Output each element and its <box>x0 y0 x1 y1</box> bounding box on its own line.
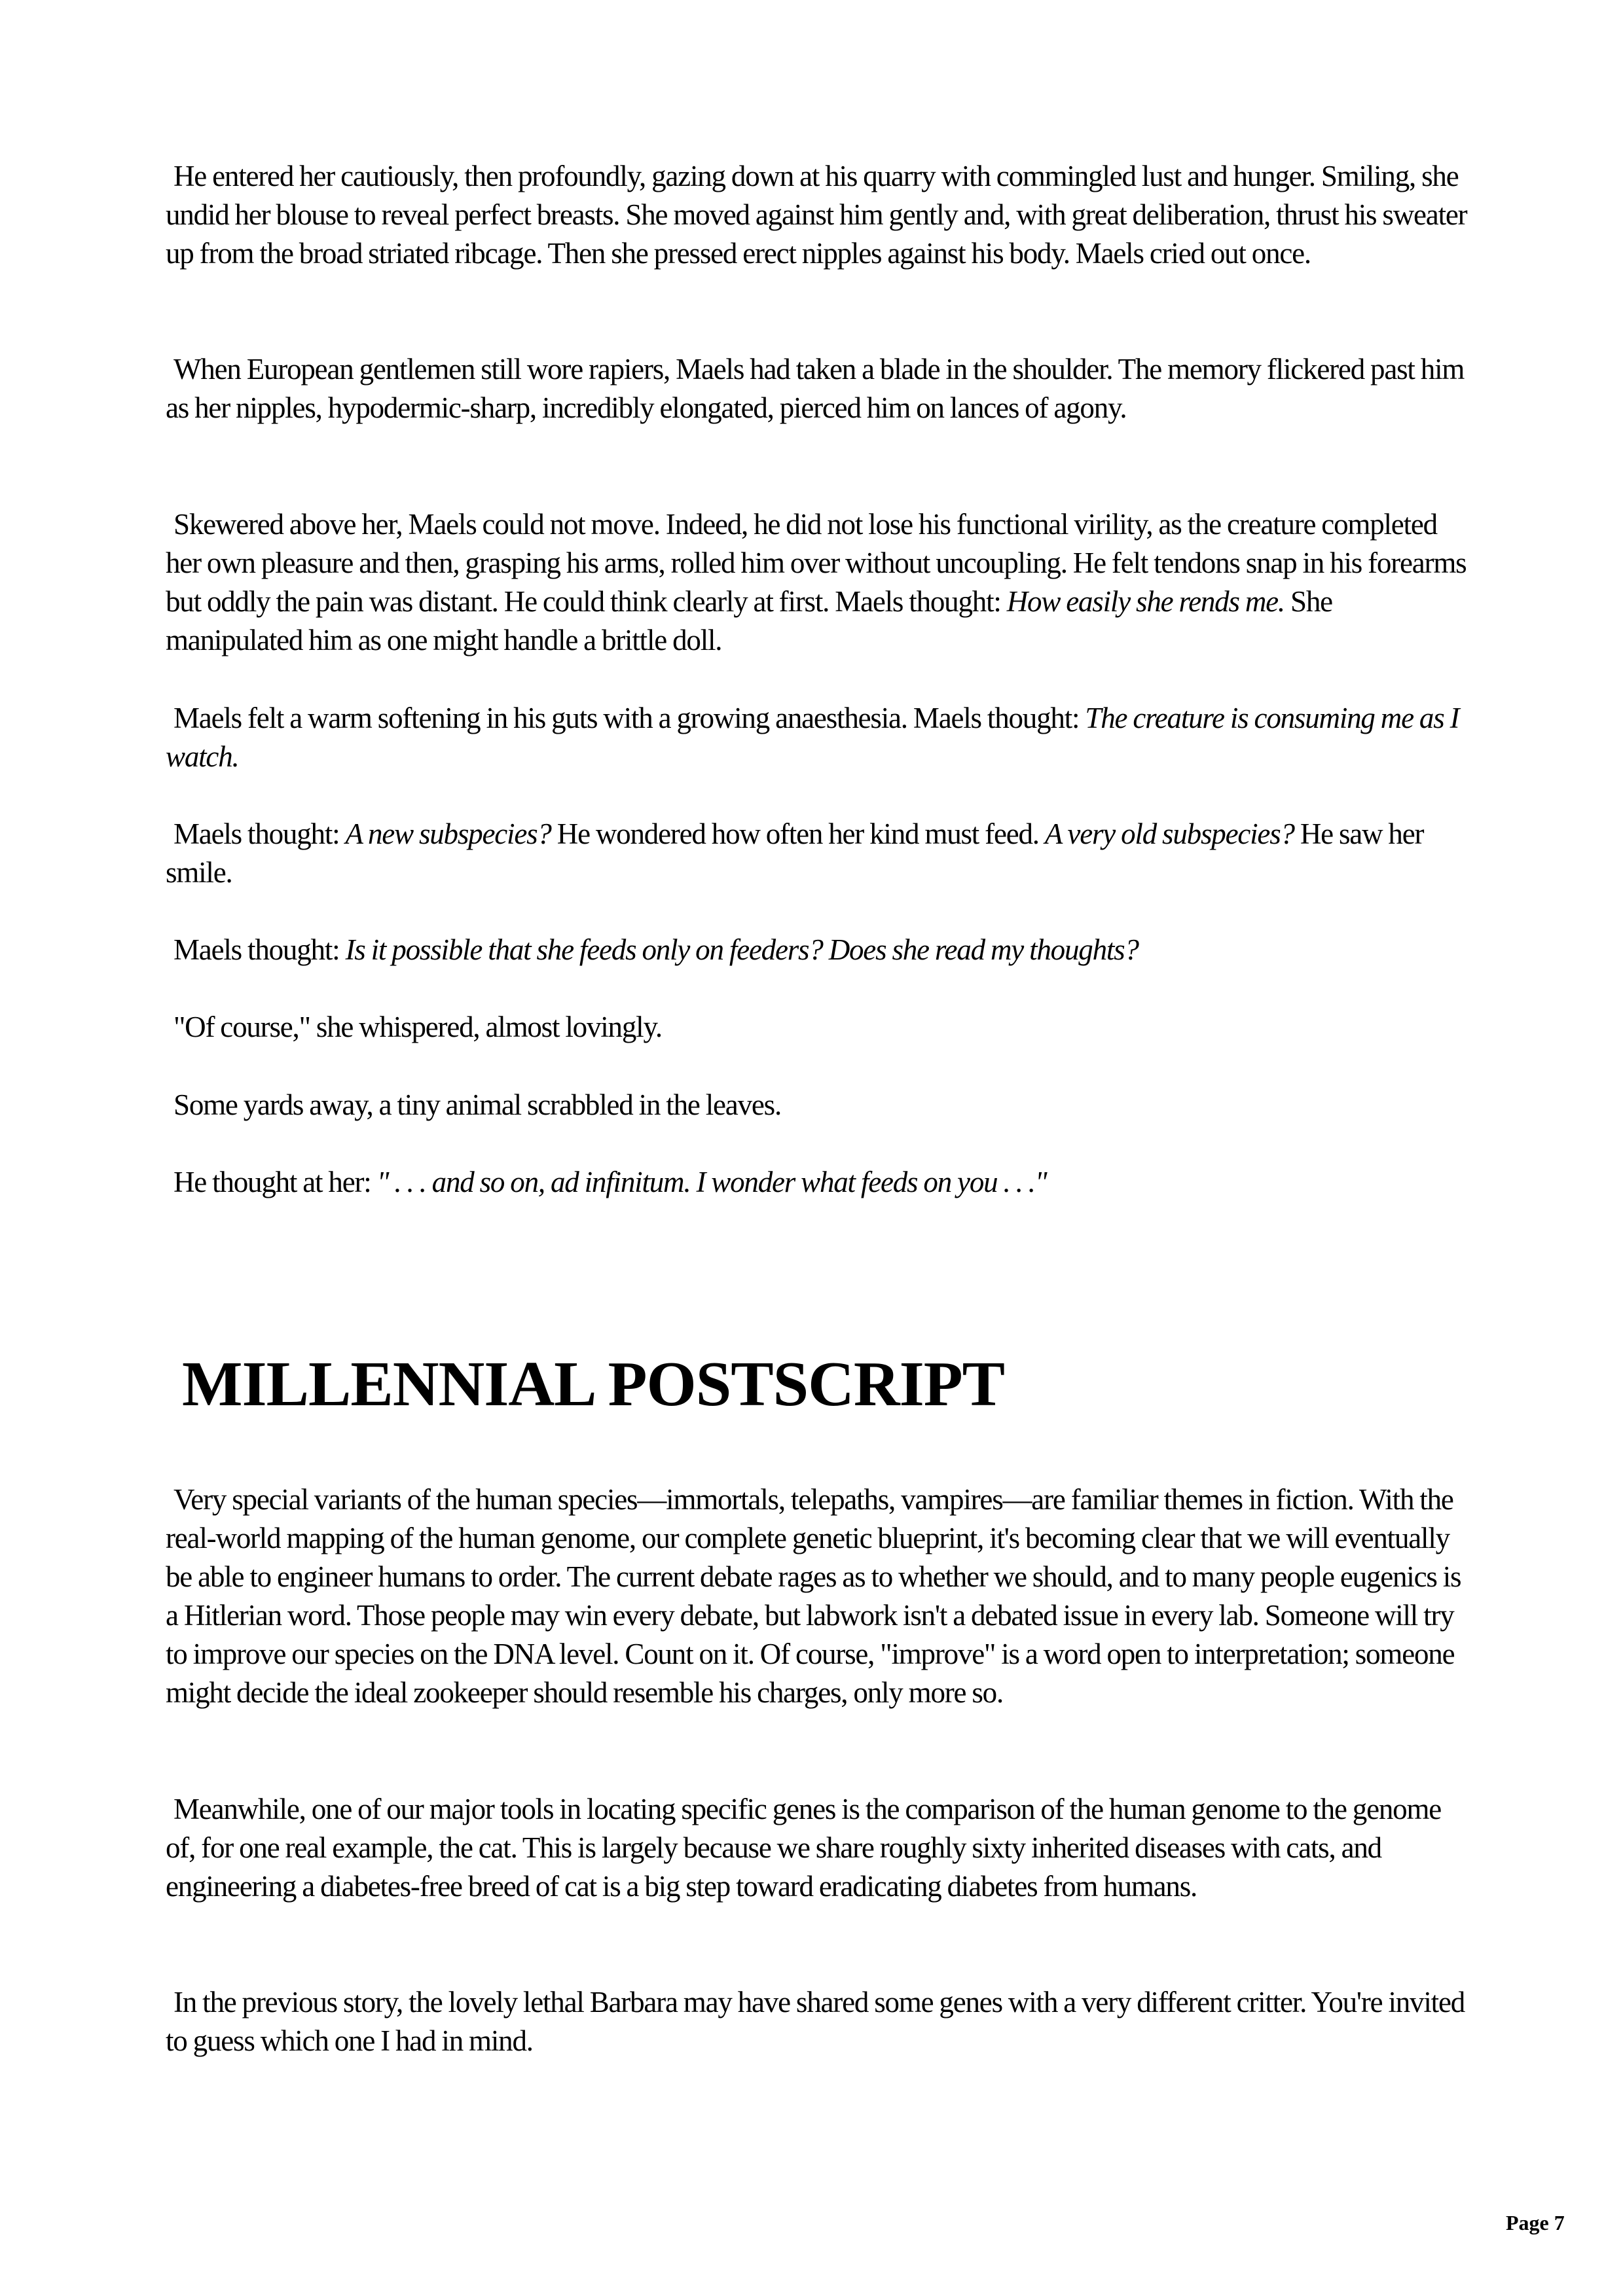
story-p6-text-a: Maels thought: <box>173 933 346 966</box>
page-number: Page 7 <box>1506 2211 1565 2234</box>
story-p3-text-a: Skewered above her, Maels could not move. Indeed, he did not lose his functional virility, as the creature completed her own pleasure and then, grasping his arms, rolled him over without uncoupling. He felt tendons snap in his forearms but oddly the pain was distant. He could think clearly at first. Maels thought: <box>166 508 1467 618</box>
postscript-paragraph-3: In the previous story, the lovely lethal Barbara may have shared some genes with a very different critter. You're invited to guess which one I had in mind. <box>166 1986 1465 2057</box>
story-paragraph-5 <box>166 815 1475 892</box>
story-p9-text-a: He thought at her: <box>173 1166 377 1198</box>
story-paragraph-8: Some yards away, a tiny animal scrabbled in the leaves. <box>173 1088 782 1121</box>
story-p4-text-a: Maels felt a warm softening in his guts with a growing anaesthesia. Maels thought: <box>173 702 1085 734</box>
postscript-paragraph-2: Meanwhile, one of our major tools in locating specific genes is the comparison of the human genome to the genome of, for one real example, the cat. This is largely because we share roughly sixty inherited diseases with cats, and engineering a diabetes-free breed of cat is a big step toward eradicating diabetes from humans. <box>166 1793 1442 1903</box>
story-paragraph-6 <box>166 931 1475 969</box>
story-paragraph-4 <box>166 699 1475 776</box>
story-paragraph-7: "Of course," she whispered, almost lovingly. <box>173 1011 662 1043</box>
story-paragraph-9 <box>166 1163 1475 1202</box>
story-paragraph-3 <box>166 505 1475 660</box>
section-heading: MILLENNIAL POSTSCRIPT <box>182 1349 1005 1420</box>
story-p6-italic: Is it possible that she feeds only on feeders? Does she read my thoughts? <box>345 933 1139 966</box>
story-p5-italic-2: A very old subspecies? <box>1044 817 1294 850</box>
postscript-paragraph-1: Very special variants of the human species—immortals, telepaths, vampires—are familiar themes in fiction. With the real-world mapping of the human genome, our complete genetic blueprint, it's becoming clear that we will eventually be able to engineer humans to order. The current debate rages as to whether we should, and to many people eugenics is a Hitlerian word. Those people may win every debate, but labwork isn't a debated issue in every lab. Someone will try to improve our species on the DNA level. Count on it. Of course, "improve" is a word open to interpretation; someone might decide the ideal zookeeper should resemble his charges, only more so. <box>166 1483 1461 1709</box>
story-p3-italic: How easily she rends me. <box>1006 585 1285 618</box>
story-p9-italic: " . . . and so on, ad infinitum. I wonder what feeds on you . . ." <box>376 1166 1047 1198</box>
story-p5-text-a: Maels thought: <box>173 817 346 850</box>
story-paragraph-1: He entered her cautiously, then profoundly, gazing down at his quarry with commingled lust and hunger. Smiling, she undid her blouse to reveal perfect breasts. She moved against him gently and, with great deliberation, thrust his sweater up from the broad striated ribcage. Then she pressed erect nipples against his body. Maels cried out once. <box>166 160 1467 270</box>
story-p3-text-b: She manipulated him as one might handle a brittle doll. <box>166 585 1332 656</box>
story-p5-italic-1: A new subspecies? <box>345 817 551 850</box>
story-p5-text-c: He saw her smile. <box>166 817 1424 889</box>
story-p5-text-b: He wondered how often her kind must feed. <box>551 817 1045 850</box>
story-paragraph-2: When European gentlemen still wore rapiers, Maels had taken a blade in the shoulder. The memory flickered past him as her nipples, hypodermic-sharp, incredibly elongated, pierced him on lances of agony. <box>166 353 1465 424</box>
story-p4-italic: The creature is consuming me as I watch. <box>166 702 1459 773</box>
